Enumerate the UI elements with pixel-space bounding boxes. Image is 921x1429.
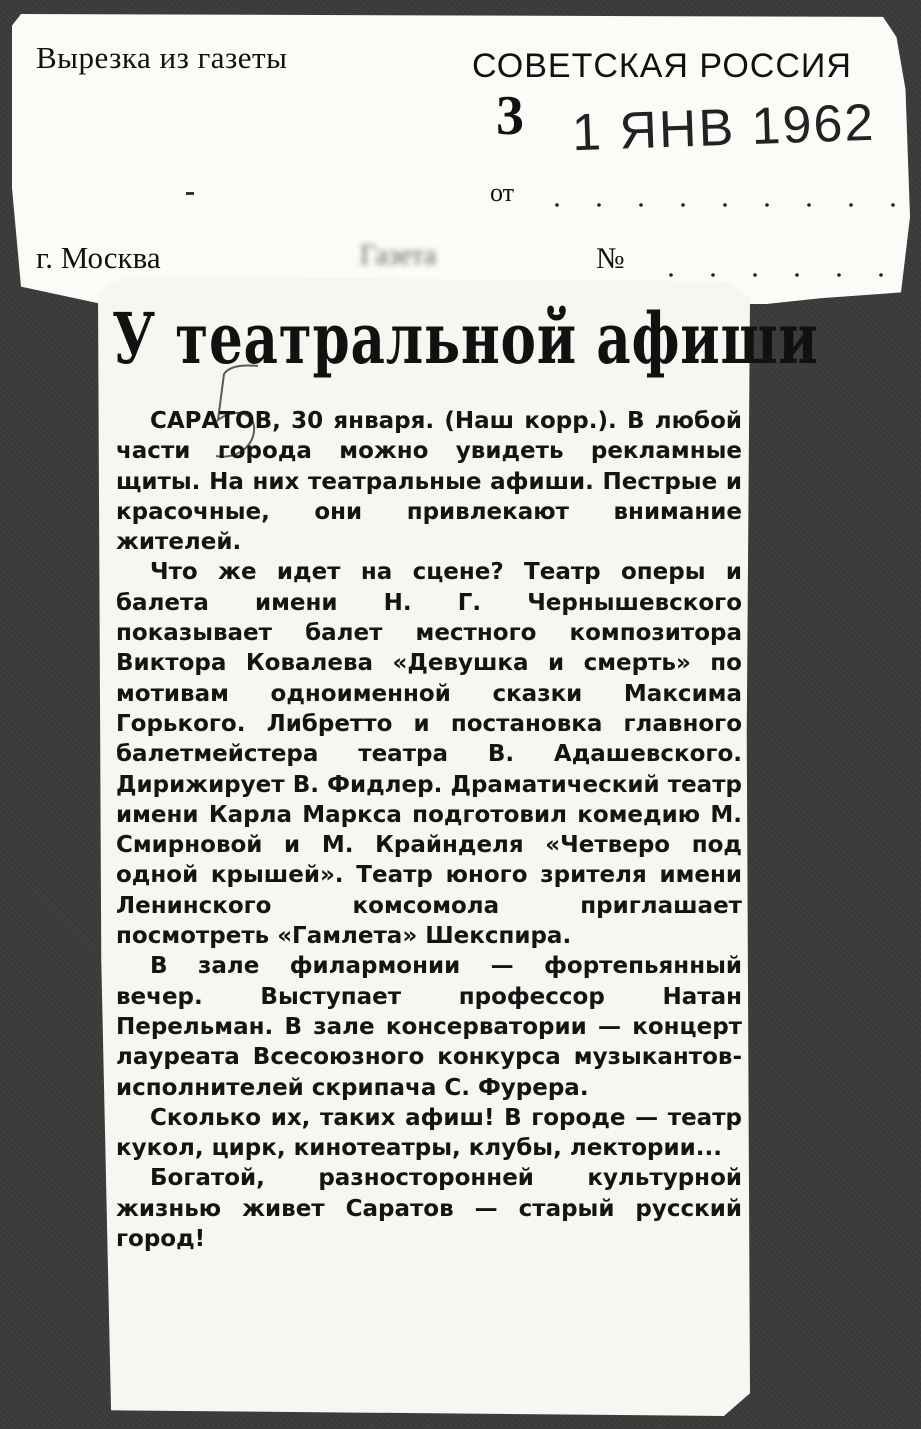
from-label: от [490, 178, 515, 207]
article-paragraph: Богатой, разносторонней культурной жизнью живет Саратов — старый русский город! [116, 1165, 742, 1253]
city-label: г. Москва [36, 240, 161, 275]
clip-label: Вырезка из газеты [36, 40, 288, 75]
issue-number: 3 [496, 85, 524, 147]
newspaper-name: СОВЕТСКАЯ РОССИЯ [472, 47, 852, 85]
blurred-label: Газета [360, 240, 437, 271]
article-paragraph: САРАТОВ, 30 января. (Наш корр.). В любой части города можно увидеть рекламные щиты. На них театральные афиши. Пестрые и красочные, они привлекают внимание жителей. [116, 408, 742, 556]
form-dash [186, 192, 194, 195]
article-body [116, 406, 742, 1254]
article-paragraph: Что же идет на сцене? Театр оперы и балета имени Н. Г. Чернышевского показывает балет местного композитора Виктора Ковалева «Девушка и смерть» по мотивам одноименной сказки Максима Горького. Либретто и постановка главного балетмейстера театра В. Адашевского. Дирижирует В. Фидлер. Драматический театр имени Карла Маркса подготовил комедию М. Смирновой и М. Крайнделя «Четверо под одной крышей». Театр юного зрителя имени Ленинского комсомола приглашает посмотреть «Гамлета» Шекспира. [116, 559, 742, 950]
article-paragraph: В зале филармонии — фортепьянный вечер. Выступает профессор Натан Перельман. В зале консерватории — концерт лауреата Всесоюзного конкурса музыкантов-исполнителей скрипача С. Фурера. [116, 953, 742, 1101]
dotted-line [650, 272, 890, 278]
article-paragraph: Сколько их, таких афиш! В городе — театр кукол, цирк, кинотеатры, клубы, лектории... [116, 1104, 742, 1162]
article-headline: У театральной афиши [112, 297, 819, 380]
number-label: № [596, 242, 625, 275]
date-stamp: 1 ЯНВ 1962 [571, 93, 877, 163]
dotted-line [536, 202, 896, 208]
